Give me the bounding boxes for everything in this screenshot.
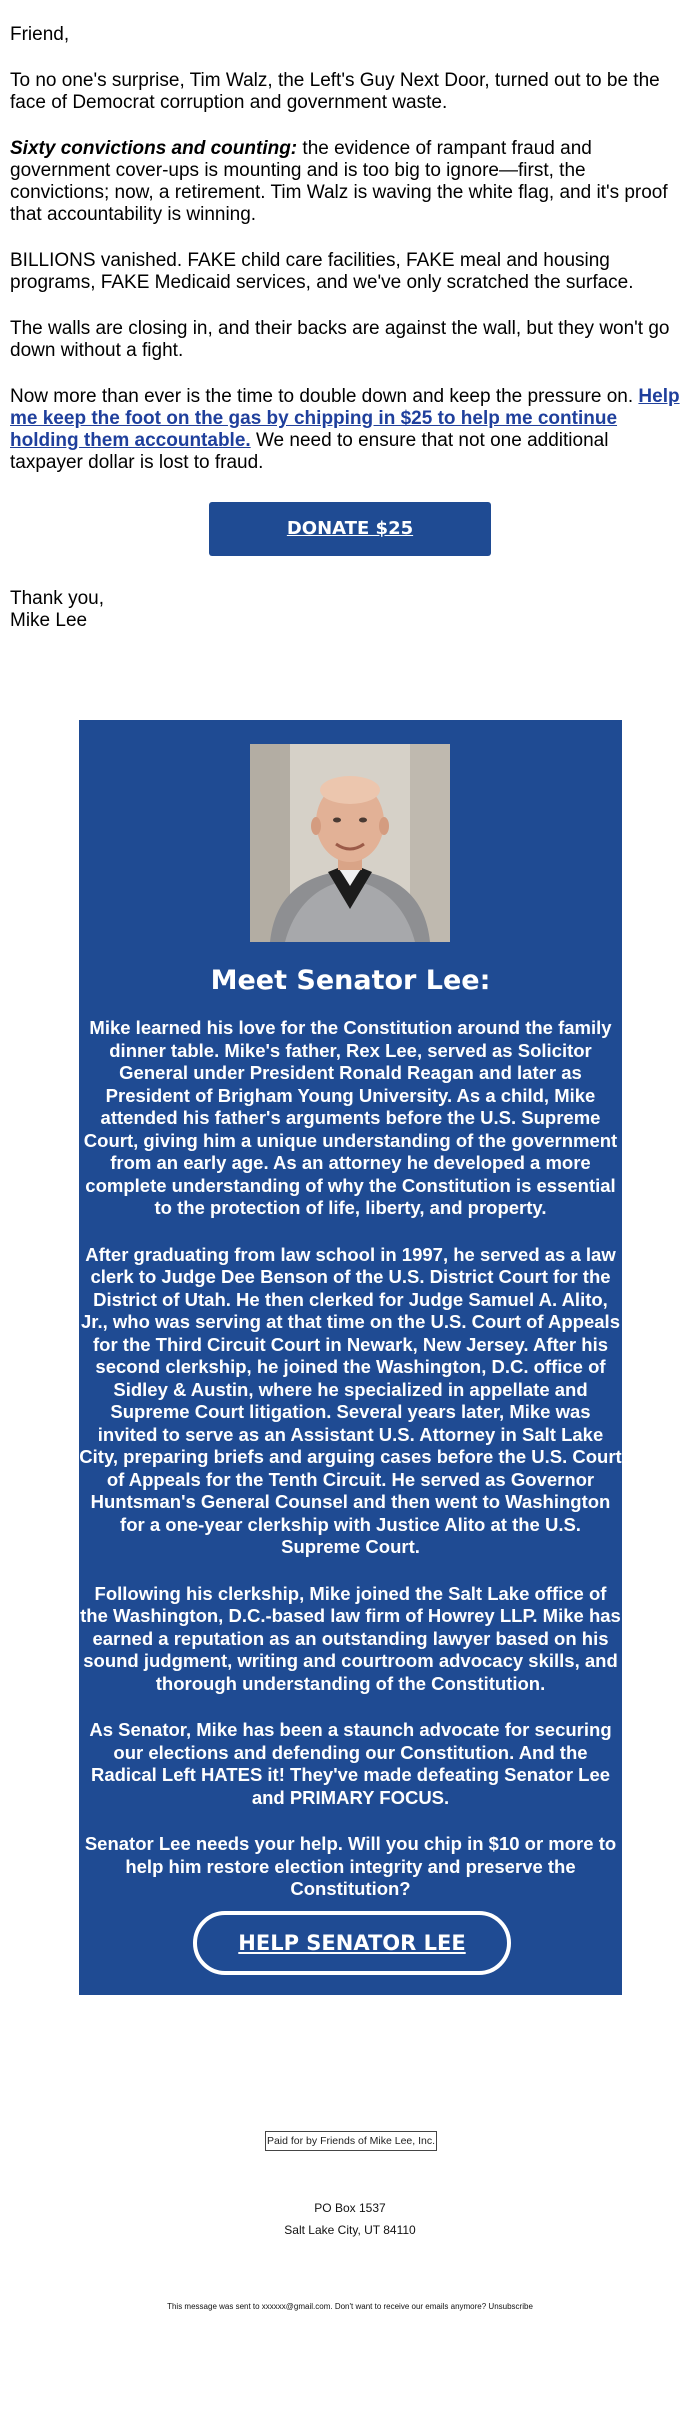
letter-body xyxy=(10,24,686,498)
address-line: Salt Lake City, UT 84110 xyxy=(284,2223,416,2237)
bio-paragraph: Following his clerkship, Mike joined the Salt Lake office of the Washington, D.C.-based law firm of Howrey LLP. Mike has earned a reputation as an outstanding lawyer based on his sound judgment, writing and courtroom advocacy skills, and thorough understanding of the Constitution. xyxy=(80,1582,621,1694)
help-senator-button[interactable]: HELP SENATOR LEE xyxy=(193,1911,511,1975)
bio-heading: Meet Senator Lee: xyxy=(210,965,491,996)
paragraph-walls: The walls are closing in, and their backs are against the wall, but they won't go down without a fight. xyxy=(10,318,670,361)
paragraph-corruption: To no one's surprise, Tim Walz, the Left's Guy Next Door, turned out to be the face of Democrat corruption and government waste. xyxy=(10,70,660,113)
convictions-lead: Sixty convictions and counting: xyxy=(10,138,298,159)
chip-in-link[interactable]: Help me keep the foot on the gas by chipping in $25 to help me continue holding them accountable. xyxy=(10,386,680,451)
mailing-address xyxy=(0,2197,700,2241)
bio-paragraph: After graduating from law school in 1997, he served as a law clerk to Judge Dee Benson of the U.S. District Court for the District of Utah. He then clerked for Judge Samuel A. Alito, Jr., who was serving at that time on the U.S. Court of Appeals for the Third Circuit Court in Newark, New Jersey. After his second clerkship, he joined the Washington, D.C. office of Sidley & Austin, where he specialized in appellate and Supreme Court litigation. Several years later, Mike was invited to serve as an Assistant U.S. Attorney in Salt Lake City, preparing briefs and arguing cases before the U.S. Court of Appeals for the Tenth Circuit. He served as Governor Huntsman's General Counsel and then went to Washington for a one-year clerkship with Justice Alito at the U.S. Supreme Court. xyxy=(79,1243,622,1557)
paragraph-convictions xyxy=(10,138,686,226)
bio-paragraph: Senator Lee needs your help. Will you chip in $10 or more to help him restore election integrity and preserve the Constitution? xyxy=(84,1833,617,1899)
paid-for-disclaimer: Paid for by Friends of Mike Lee, Inc. xyxy=(265,2131,437,2151)
greeting: Friend, xyxy=(10,24,70,45)
address-line: PO Box 1537 xyxy=(314,2201,386,2215)
bio-panel xyxy=(79,720,622,1995)
convictions-text: the evidence of rampant fraud and government cover-ups is mounting and is too big to ignore—first, the convictions; now, a retirement. Tim Walz is waving the white flag, and it's proof that accountability is winning. xyxy=(10,138,668,225)
bio-text xyxy=(79,1017,622,1925)
fraud-text: We need to ensure that not one additional taxpayer dollar is lost to fraud. xyxy=(10,430,609,473)
unsubscribe-link[interactable]: Unsubscribe xyxy=(488,2302,533,2311)
bio-paragraph: Mike learned his love for the Constitution around the family dinner table. Mike's father, Rex Lee, served as Solicitor General under President Ronald Reagan and later as President of Brigham Young University. As a child, Mike attended his father's arguments before the U.S. Supreme Court, giving him a unique understanding of the government from an early age. As an attorney he developed a more complete understanding of why the Constitution is essential to the protection of life, liberty, and property. xyxy=(83,1017,618,1218)
donate-button[interactable]: DONATE $25 xyxy=(209,502,491,556)
donate-row xyxy=(0,502,700,556)
pressure-text: Now more than ever is the time to double down and keep the pressure on. xyxy=(10,386,639,407)
signoff xyxy=(10,588,104,632)
portrait-illustration xyxy=(250,744,450,942)
paragraph-pressure xyxy=(10,386,686,474)
signature: Mike Lee xyxy=(10,610,88,631)
paragraph-billions: BILLIONS vanished. FAKE child care facilities, FAKE meal and housing programs, FAKE Medicaid services, and we've only scratched the surface. xyxy=(10,250,634,293)
senator-portrait xyxy=(250,744,450,942)
footer-notice xyxy=(0,2302,700,2311)
thanks-text: Thank you, xyxy=(10,588,104,609)
bio-paragraph: As Senator, Mike has been a staunch advocate for securing our elections and defending our Constitution. And the Radical Left HATES it! They've made defeating Senator Lee and PRIMARY FOCUS. xyxy=(89,1719,612,1808)
notice-text: This message was sent to xxxxxx@gmail.com. Don't want to receive our emails anymore? xyxy=(167,2302,489,2311)
